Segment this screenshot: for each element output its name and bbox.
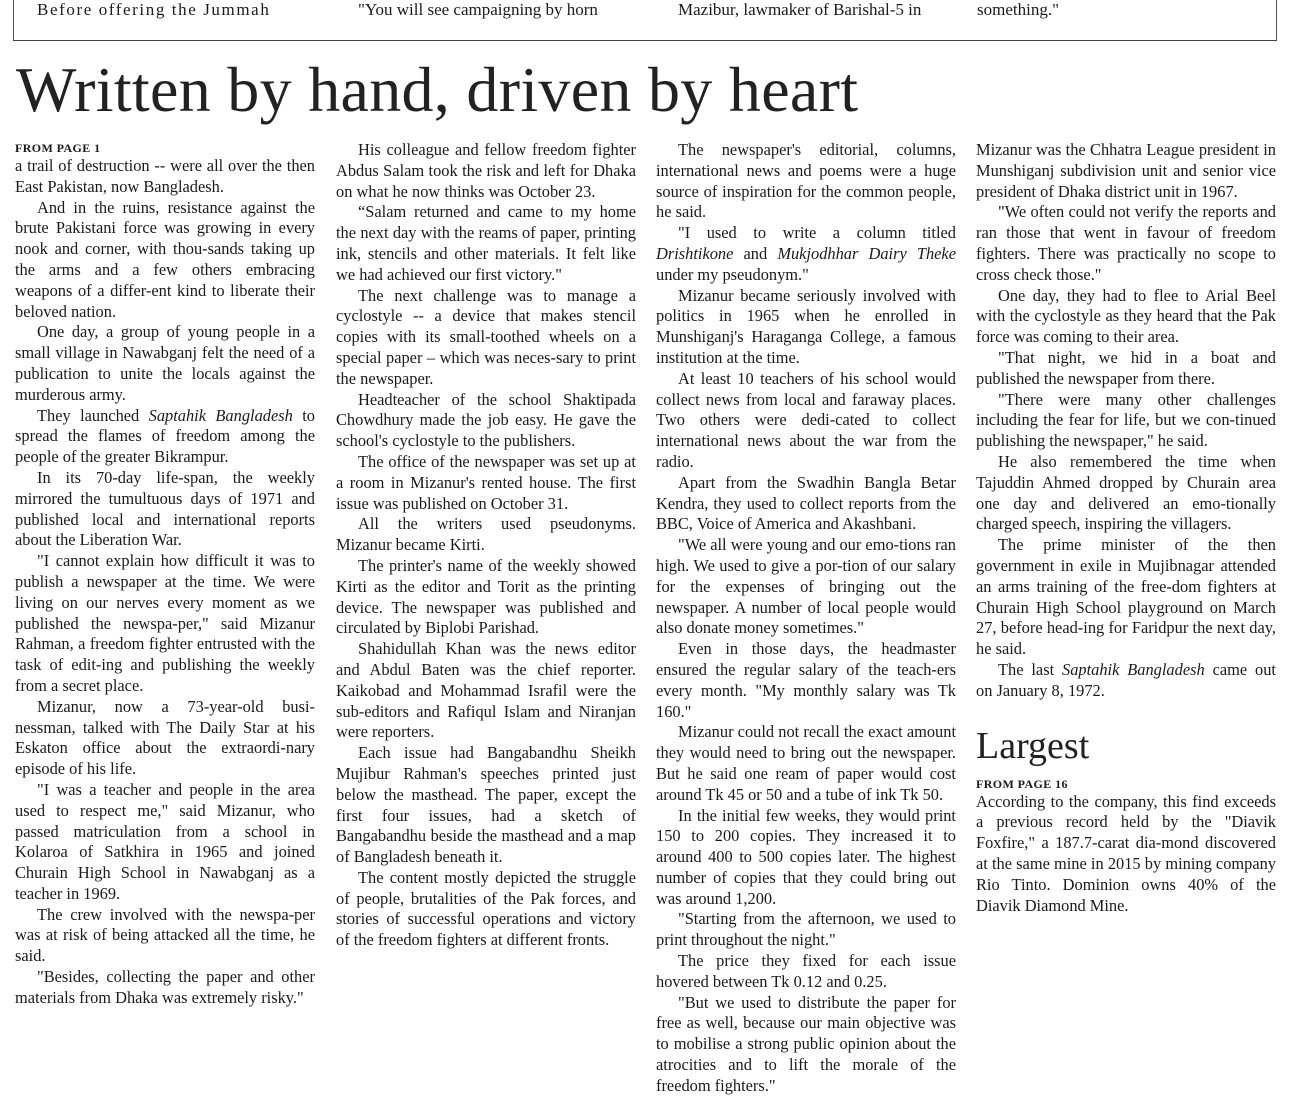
paragraph: One day, they had to flee to Arial Beel with the cyclostyle as they heard that the Pak force was coming to their area. — [976, 285, 1276, 347]
paragraph: One day, a group of young people in a small village in Nawabganj felt the need of a publication to unite the locals against the murderous army. — [15, 322, 315, 404]
previous-article-strip — [0, 0, 1294, 22]
article-column-2 — [336, 140, 636, 951]
text-run: "I used to write a column titled — [678, 223, 956, 243]
paragraph: And in the ruins, resistance against the brute Pakistani force was growing in every nook and corner, with thou-sands taking up the arms and a few others embracing weapons of a differ-ent kind to liberate their beloved nation. — [15, 197, 315, 321]
text-run: and — [733, 243, 778, 263]
paragraph: "Besides, collecting the paper and other materials from Dhaka was extremely risky." — [15, 967, 315, 1007]
paragraph: "But we used to distribute the paper for free as well, because our main objective was to mobilise a strong public opinion about the atrocities and to lift the morale of the freedom fighters." — [656, 992, 956, 1095]
paragraph: "We often could not verify the reports and ran those that went in favour of freedom fighters. There was practically no scope to cross check those." — [976, 202, 1276, 284]
paragraph: The newspaper's editorial, columns, international news and poems were a huge source of inspiration for the common people, he said. — [656, 140, 956, 222]
paragraph: Mizanur became seriously involved with politics in 1965 when he enrolled in Munshiganj's Haraganga College, a famous institution at the time. — [656, 285, 956, 367]
second-article-kicker: FROM PAGE 16 — [976, 776, 1068, 791]
text-run: to spread the flames of freedom among the people of the greater Bikrampur. — [15, 405, 315, 467]
paragraph: At least 10 teachers of his school would collect news from local and faraway places. Two others were dedi-cated to collect international news about the war from the radio. — [656, 368, 956, 471]
paragraph: a trail of destruction -- were all over the then East Pakistan, now Bangladesh. — [15, 156, 315, 196]
paragraph: The content mostly depicted the struggle of people, brutalities of the Pak forces, and stories of successful operations and victory of the freedom fighters at different fronts. — [336, 867, 636, 950]
paragraph: The crew involved with the newspa-per was at risk of being attacked all the time, he said. — [15, 904, 315, 966]
paragraph: "That night, we hid in a boat and published the newspaper from there. — [976, 347, 1276, 388]
paragraph: Even in those days, the headmaster ensured the regular salary of the teach-ers every month. "My monthly salary was Tk 160." — [656, 639, 956, 721]
publication-title: Saptahik Bangladesh — [1062, 659, 1205, 679]
paragraph: "I was a teacher and people in the area used to respect me," said Mizanur, who passed matriculation from a school in Kolaroa of Satkhira in 1965 and joined Churain High School in Nawabganj as a teacher in 1969. — [15, 779, 315, 903]
article-column-1 — [15, 140, 315, 1009]
paragraph: In the initial few weeks, they would print 150 to 200 copies. They increased it to around 400 to 500 copies later. The highest number of copies that they could bring out was around 1,200. — [656, 805, 956, 908]
paragraph: Shahidullah Khan was the news editor and Abdul Baten was the chief reporter. Kaikobad and Mohammad Israfil were the sub-editors and Rafiqul Islam and Niranjan were reporters. — [336, 639, 636, 742]
paragraph: The printer's name of the weekly showed Kirti as the editor and Torit as the printing device. The newspaper was published and circulated by Biplobi Parishad. — [336, 555, 636, 638]
publication-title: Saptahik Bangladesh — [148, 405, 293, 425]
jump-kicker: FROM PAGE 1 — [15, 141, 101, 155]
prev-snippet-3: Mazibur, lawmaker of Barishal-5 in — [678, 0, 922, 19]
paragraph: The next challenge was to manage a cyclostyle -- a device that makes stencil copies with its small-toothed wheels on a special paper – which was neces-sary to print the newspaper. — [336, 285, 636, 388]
paragraph: All the writers used pseudonyms. Mizanur became Kirti. — [336, 514, 636, 555]
prev-snippet-4: something." — [977, 0, 1060, 19]
paragraph: Apart from the Swadhin Bangla Betar Kendra, they used to collect reports from the BBC, Voice of America and Akashbani. — [656, 472, 956, 534]
prev-snippet-2: "You will see campaigning by horn — [358, 0, 598, 19]
article-column-3 — [656, 140, 956, 1097]
column-title: Mukjodhhar Dairy Theke — [777, 243, 956, 263]
paragraph: "I cannot explain how difficult it was to publish a newspaper at the time. We were living on our nerves every moment as we published the newspa-per," said Mizanur Rahman, a freedom fighter entrusted with the task of edit-ing and publishing the weekly from a secret place. — [15, 551, 315, 695]
paragraph: Mizanur was the Chhatra League president in Munshiganj subdivision unit and senior vice president of Dhaka district unit in 1967. — [976, 140, 1276, 201]
paragraph — [656, 223, 956, 285]
prev-snippet-1: Before offering the Jummah — [37, 0, 271, 19]
paragraph: The prime minister of the then government in exile in Mujibnagar attended an arms training of the free-dom fighters at Churain High School playground on March 27, before head-ing for Faridpur the next day, he said. — [976, 535, 1276, 659]
paragraph — [976, 660, 1276, 702]
paragraph: He also remembered the time when Tajuddin Ahmed dropped by Churain area one day and delivered an emo-tionally charged speech, inspiring the villagers. — [976, 451, 1276, 534]
article-headline: Written by hand, driven by heart — [16, 54, 859, 125]
second-article-paragraph: According to the company, this find exceeds a previous record held by the "Diavik Foxfire," a 187.7-carat dia-mond discovered at the same mine in 2015 by mining company Rio Tinto. Dominion owns 40% of the Diavik Diamond Mine. — [976, 791, 1276, 915]
paragraph: "We all were young and our emo-tions ran high. We used to give a por-tion of our salary for the expenses of bringing out the newspaper. A number of local people would also donate money sometimes." — [656, 535, 957, 638]
paragraph: Each issue had Bangabandhu Sheikh Mujibur Rahman's speeches printed just below the masthead. The paper, except the first four issues, had a sketch of Bangabandhu beside the masthead and a map of Bangladesh beneath it. — [336, 743, 636, 867]
paragraph: Mizanur could not recall the exact amount they would need to bring out the newspaper. But he said one ream of paper would cost around Tk 45 or 50 and a tube of ink Tk 50. — [656, 722, 956, 804]
paragraph — [15, 406, 315, 468]
paragraph: Headteacher of the school Shaktipada Chowdhury made the job easy. He gave the school's cyclostyle to the publishers. — [336, 389, 636, 451]
paragraph: The price they fixed for each issue hovered between Tk 0.12 and 0.25. — [656, 951, 956, 991]
paragraph: In its 70-day life-span, the weekly mirrored the tumultuous days of 1971 and published local and international reports about the Liberation War. — [15, 467, 315, 550]
paragraph: Mizanur, now a 73-year-old busi-nessman, talked with The Daily Star at his Eskaton office about the extraordi-nary episode of his life. — [15, 696, 315, 779]
text-run: The last — [998, 659, 1063, 679]
article-column-4 — [976, 140, 1276, 916]
paragraph: The office of the newspaper was set up at a room in Mizanur's rented house. The first issue was published on October 31. — [336, 451, 636, 513]
text-run: came out on January 8, 1972. — [976, 659, 1276, 700]
paragraph: “Salam returned and came to my home the next day with the reams of paper, printing ink, stencils and other materials. It felt like we had achieved our first victory." — [336, 202, 636, 284]
paragraph: His colleague and fellow freedom fighter Abdus Salam took the risk and left for Dhaka on what he now thinks was October 23. — [336, 140, 636, 201]
paragraph: "Starting from the afternoon, we used to print throughout the night." — [656, 909, 956, 950]
text-run: They launched — [37, 405, 149, 425]
column-title: Drishtikone — [656, 243, 734, 263]
section-divider — [13, 40, 1277, 41]
second-article-headline: Largest — [976, 724, 1090, 767]
paragraph: "There were many other challenges including the fear for life, but we con-tinued publishing the newspaper," he said. — [976, 389, 1276, 451]
text-run: under my pseudonym." — [656, 264, 809, 284]
